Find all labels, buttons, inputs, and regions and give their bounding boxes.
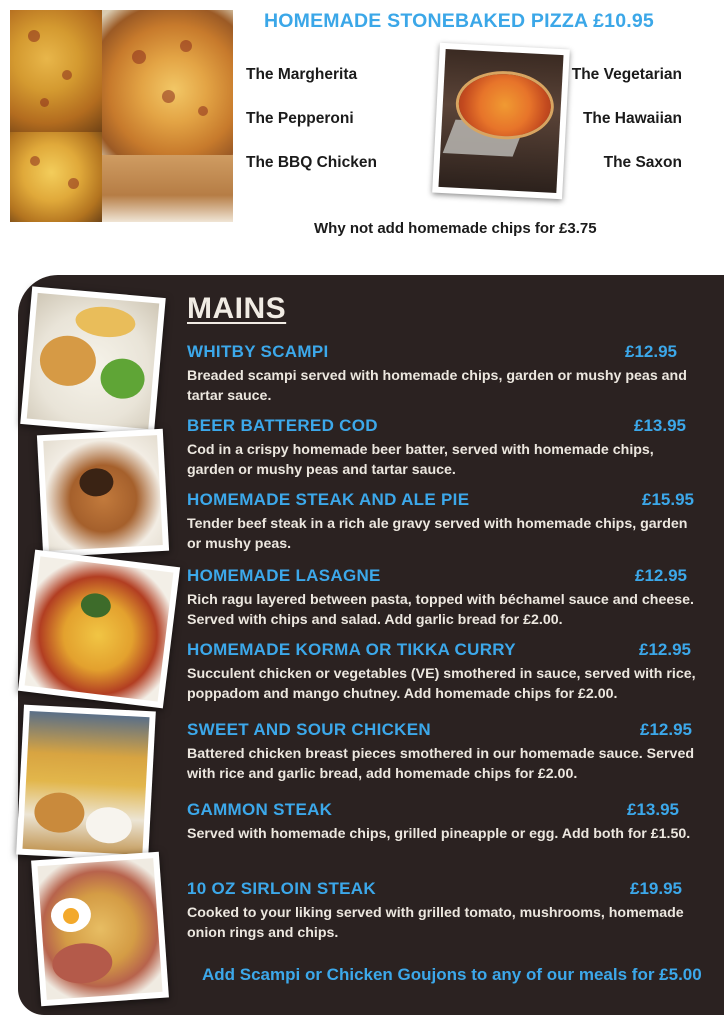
pizza-section-title: HOMEMADE STONEBAKED PIZZA £10.95	[264, 10, 654, 32]
pizza-item-margherita: The Margherita	[246, 66, 358, 83]
dish-description: Served with homemade chips, grilled pineapple or egg. Add both for £1.50.	[187, 826, 691, 842]
dish-price: £19.95	[630, 879, 682, 898]
pizza-oven-photo	[432, 43, 570, 200]
menu-item	[187, 800, 703, 844]
dish-price: £13.95	[627, 800, 679, 819]
pizza-photo-1	[10, 10, 102, 132]
dish-price: £12.95	[635, 566, 687, 585]
dish-description: Cooked to your liking served with grilled tomato, mushrooms, homemade onion rings and chips.	[187, 905, 684, 941]
dish-description: Tender beef steak in a rich ale gravy served with homemade chips, garden or mushy peas.	[187, 516, 688, 552]
dish-description: Succulent chicken or vegetables (VE) smothered in sauce, served with rice, poppadom and mango chutney. Add homemade chips for £2.00.	[187, 666, 696, 702]
pizza-item-pepperoni: The Pepperoni	[246, 110, 354, 127]
dish-description: Cod in a crispy homemade beer batter, served with homemade chips, garden or mushy peas and tartar sauce.	[187, 442, 654, 478]
pizza-item-saxon: The Saxon	[603, 154, 682, 171]
dish-description: Breaded scampi served with homemade chips, garden or mushy peas and tartar sauce.	[187, 368, 687, 404]
menu-item	[187, 720, 703, 784]
dish-name: HOMEMADE STEAK AND ALE PIE	[187, 490, 470, 509]
curry-photo	[16, 705, 156, 862]
goujons-addon-note: Add Scampi or Chicken Goujons to any of our meals for £5.00	[202, 965, 702, 984]
dish-price: £12.95	[640, 720, 692, 739]
menu-item	[187, 416, 703, 480]
pizza-photo-collage	[10, 10, 233, 222]
pizza-photo-2	[102, 10, 233, 155]
pizza-photo-3	[10, 132, 102, 222]
dish-name: 10 OZ SIRLOIN STEAK	[187, 879, 376, 898]
dish-name: WHITBY SCAMPI	[187, 342, 329, 361]
dish-name: HOMEMADE LASAGNE	[187, 566, 381, 585]
dish-name: HOMEMADE KORMA OR TIKKA CURRY	[187, 640, 516, 659]
dish-price: £12.95	[625, 342, 677, 361]
mains-section-title: MAINS	[187, 292, 287, 325]
dish-price: £15.95	[642, 490, 694, 509]
pie-photo	[37, 429, 169, 557]
dish-description: Rich ragu layered between pasta, topped with béchamel sauce and cheese. Served with chips and salad. Add garlic bread for £2.00.	[187, 592, 694, 628]
dish-price: £13.95	[634, 416, 686, 435]
pizza-item-bbq-chicken: The BBQ Chicken	[246, 154, 377, 171]
dish-name: GAMMON STEAK	[187, 800, 333, 819]
menu-item	[187, 640, 703, 704]
dish-description: Battered chicken breast pieces smothered in our homemade sauce. Served with rice and garlic bread, add homemade chips for £2.00.	[187, 746, 695, 782]
dish-name: BEER BATTERED COD	[187, 416, 378, 435]
steak-photo	[31, 852, 169, 1007]
scampi-photo	[20, 286, 166, 435]
menu-item	[187, 879, 703, 943]
pizza-board-photo	[102, 155, 233, 222]
pizza-item-hawaiian: The Hawaiian	[582, 110, 682, 127]
chips-addon-note: Why not add homemade chips for £3.75	[314, 220, 597, 237]
dish-name: SWEET AND SOUR CHICKEN	[187, 720, 431, 739]
menu-item	[187, 490, 703, 554]
pizza-item-vegetarian: The Vegetarian	[571, 66, 682, 83]
lasagne-photo	[18, 550, 180, 709]
menu-item	[187, 342, 703, 406]
dish-price: £12.95	[639, 640, 691, 659]
menu-item	[187, 566, 703, 630]
